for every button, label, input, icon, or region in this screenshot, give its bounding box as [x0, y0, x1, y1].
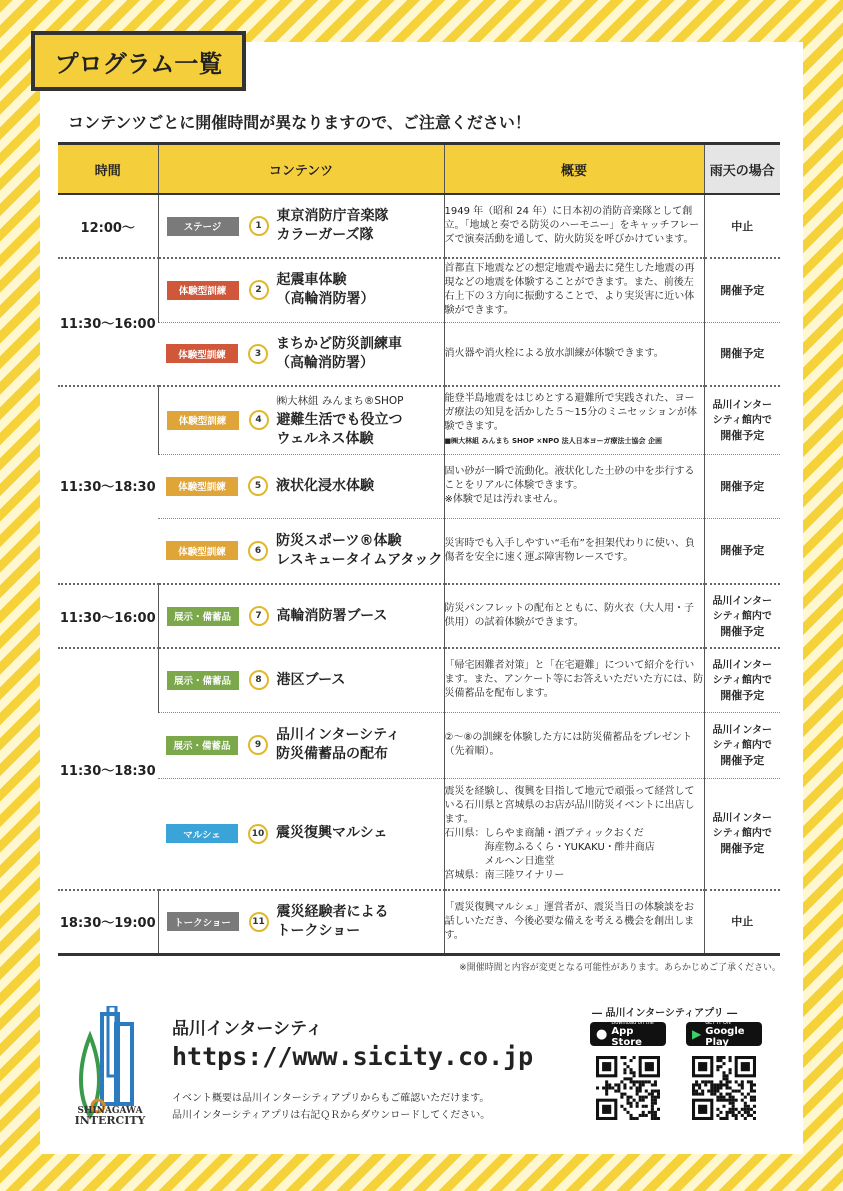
program-table [58, 142, 780, 956]
content-cell [158, 386, 444, 454]
appstore-badge[interactable]: ● Download on the App Store [590, 1022, 666, 1046]
category-tag: 展示・備蓄品 [167, 607, 239, 626]
table-row [58, 258, 780, 322]
rain-cell: 品川インター シティ館内で 開催予定 [704, 386, 780, 454]
table-row [58, 712, 780, 778]
content-cell [158, 518, 444, 584]
table-header-row [58, 144, 780, 195]
content-cell [158, 322, 444, 386]
time-cell: 11:30〜16:00 [58, 258, 158, 386]
program-number: 1 [249, 216, 269, 236]
time-cell: 11:30〜18:30 [58, 648, 158, 890]
header-rain: 雨天の場合 [704, 144, 780, 195]
rain-cell: 開催予定 [704, 322, 780, 386]
site-name: 品川インターシティ [172, 1019, 323, 1039]
rain-cell: 中止 [704, 194, 780, 258]
category-tag: 体験型訓練 [167, 281, 239, 300]
program-number: 11 [249, 912, 269, 932]
content-cell [158, 454, 444, 518]
category-tag: 展示・備蓄品 [166, 736, 238, 755]
summary-cell: 消火器や消火栓による放水訓練が体験できます。 [444, 322, 704, 386]
program-title: 震災復興マルシェ [276, 825, 388, 842]
program-number: 2 [249, 280, 269, 300]
content-cell [158, 778, 444, 890]
site-info: イベント概要は品川インターシティアプリからもご確認いただけます。 品川インターシティアプリは右記ＱＲからダウンロードしてください。 [172, 1093, 491, 1121]
table-row [58, 322, 780, 386]
rain-cell: 品川インター シティ館内で 開催予定 [704, 648, 780, 712]
page-title: プログラム一覧 [31, 31, 246, 91]
time-cell: 11:30〜18:30 [58, 386, 158, 584]
program-title: 高輪消防署ブース [276, 607, 388, 624]
table-row [58, 518, 780, 584]
category-tag: 体験型訓練 [166, 541, 238, 560]
rain-cell: 開催予定 [704, 454, 780, 518]
program-number: 10 [248, 824, 268, 844]
content-cell [158, 584, 444, 648]
program-number: 7 [249, 606, 269, 626]
rain-cell: 品川インター シティ館内で 開催予定 [704, 584, 780, 648]
program-number: 4 [249, 410, 269, 430]
time-cell: 12:00〜 [58, 194, 158, 258]
summary-cell: 首都直下地震などの想定地震や過去に発生した地震の再現などの地震を体験することができます。また、前後左右上下の３方向に振動することで、より実災害に近い体験ができます。 [444, 258, 704, 322]
app-heading: ― 品川インターシティアプリ ― [592, 1008, 738, 1019]
time-cell: 18:30〜19:00 [58, 890, 158, 954]
footer [40, 1002, 803, 1154]
program-number: 9 [248, 735, 268, 755]
qr-code-googleplay[interactable] [692, 1056, 756, 1120]
summary-cell: 「震災復興マルシェ」運営者が、震災当日の体験談をお話しいただき、今後必要な備えを考える機会を創出します。 [444, 890, 704, 954]
table-row [58, 454, 780, 518]
play-icon: ▶ [692, 1027, 702, 1041]
category-tag: 体験型訓練 [166, 477, 238, 496]
summary-cell: 能登半島地震をはじめとする避難所で実践された、ヨーガ療法の知見を活かした５〜15分のミニセッションが体験できます。 ■㈱大林組 みんまち SHOP ×NPO 法人日本ヨーガ療法士協会 企画 [444, 386, 704, 454]
table-row [58, 778, 780, 890]
summary-cell: 災害時でも入手しやすい“毛布”を担架代わりに使い、負傷者を安全に速く運ぶ障害物レースです。 [444, 518, 704, 584]
summary-cell: 震災を経験し、復興を目指して地元で頑張って経営している石川県と宮城県のお店が品川防災イベントに出店します。 石川県：しらやま商舗・酒ブティックおくだ 海産物ふるくら・YUKAKU・酢井商店 メルヘン日進堂 宮城県：南三陸ワイナリー [444, 778, 704, 890]
logo-text: SHINAGAWA INTERCITY [74, 1106, 146, 1127]
content-cell [158, 890, 444, 954]
program-title: まちかど防災訓練車 （高輪消防署） [276, 335, 402, 371]
program-number: 5 [248, 476, 268, 496]
table-row [58, 890, 780, 954]
content-cell [158, 194, 444, 258]
googleplay-badge[interactable]: ▶ GET IT ON Google Play [686, 1022, 762, 1046]
program-title: 防災スポーツ®体験 レスキュータイムアタック [276, 532, 443, 568]
category-tag: ステージ [167, 217, 239, 236]
table-row [58, 194, 780, 258]
category-tag: 体験型訓練 [167, 411, 239, 430]
apple-icon: ● [596, 1026, 608, 1042]
content-cell [158, 258, 444, 322]
header-content: コンテンツ [158, 144, 444, 195]
content-cell [158, 648, 444, 712]
program-title: 品川インターシティ 防災備蓄品の配布 [276, 727, 401, 762]
program-number: 3 [248, 344, 268, 364]
notice-text: コンテンツごとに開催時間が異なりますので、ご注意ください！ [68, 113, 531, 132]
summary-cell: 1949 年（昭和 24 年）に日本初の消防音楽隊として創立。「地域と奏でる防災のハーモニー」をキャッチフレーズで演奏活動を通して、防火防災を呼びかけています。 [444, 194, 704, 258]
summary-cell: 固い砂が一瞬で流動化。液状化した土砂の中を歩行することをリアルに体験できます。 ※体験で足は汚れません。 [444, 454, 704, 518]
category-tag: トークショー [167, 912, 239, 931]
program-title: ㈱大林組 みんまち®SHOP 避難生活でも役立つ ウェルネス体験 [277, 392, 404, 449]
program-title: 港区ブース [276, 671, 346, 688]
table-row [58, 386, 780, 454]
rain-cell: 中止 [704, 890, 780, 954]
rain-cell: 品川インター シティ館内で 開催予定 [704, 712, 780, 778]
program-title: 震災経験者による トークショー [276, 903, 389, 939]
table-row [58, 584, 780, 648]
content-cell [158, 712, 444, 778]
category-tag: マルシェ [166, 824, 238, 843]
site-url[interactable]: https://www.sicity.co.jp [172, 1042, 534, 1071]
qr-code-appstore[interactable] [596, 1056, 660, 1120]
time-cell: 11:30〜16:00 [58, 584, 158, 648]
program-title: 東京消防庁音楽隊 カラーガーズ隊 [276, 208, 389, 243]
program-title: 液状化浸水体験 [276, 477, 374, 494]
category-tag: 体験型訓練 [166, 344, 238, 363]
header-time: 時間 [58, 144, 158, 195]
table-row [58, 648, 780, 712]
header-summary: 概要 [444, 144, 704, 195]
rain-cell: 開催予定 [704, 518, 780, 584]
flyer-sheet [40, 42, 803, 1154]
summary-cell: 防災パンフレットの配布とともに、防火衣（大人用・子供用）の試着体験ができます。 [444, 584, 704, 648]
category-tag: 展示・備蓄品 [167, 671, 239, 690]
summary-cell: ②〜⑧の訓練を体験した方には防災備蓄品をプレゼント（先着順）。 [444, 712, 704, 778]
program-title: 起震車体験 （高輪消防署） [276, 272, 375, 308]
program-number: 8 [249, 670, 269, 690]
rain-cell: 開催予定 [704, 258, 780, 322]
program-sponsor: ㈱大林組 みんまち®SHOP [276, 394, 404, 407]
footnote: ※開催時間と内容が変更となる可能性があります。あらかじめご了承ください。 [459, 963, 781, 973]
program-number: 6 [248, 541, 268, 561]
rain-cell: 品川インター シティ館内で 開催予定 [704, 778, 780, 890]
summary-cell: 「帰宅困難者対策」と「在宅避難」について紹介を行います。また、アンケート等にお答えいただいた方には、防災備蓄品を配布します。 [444, 648, 704, 712]
